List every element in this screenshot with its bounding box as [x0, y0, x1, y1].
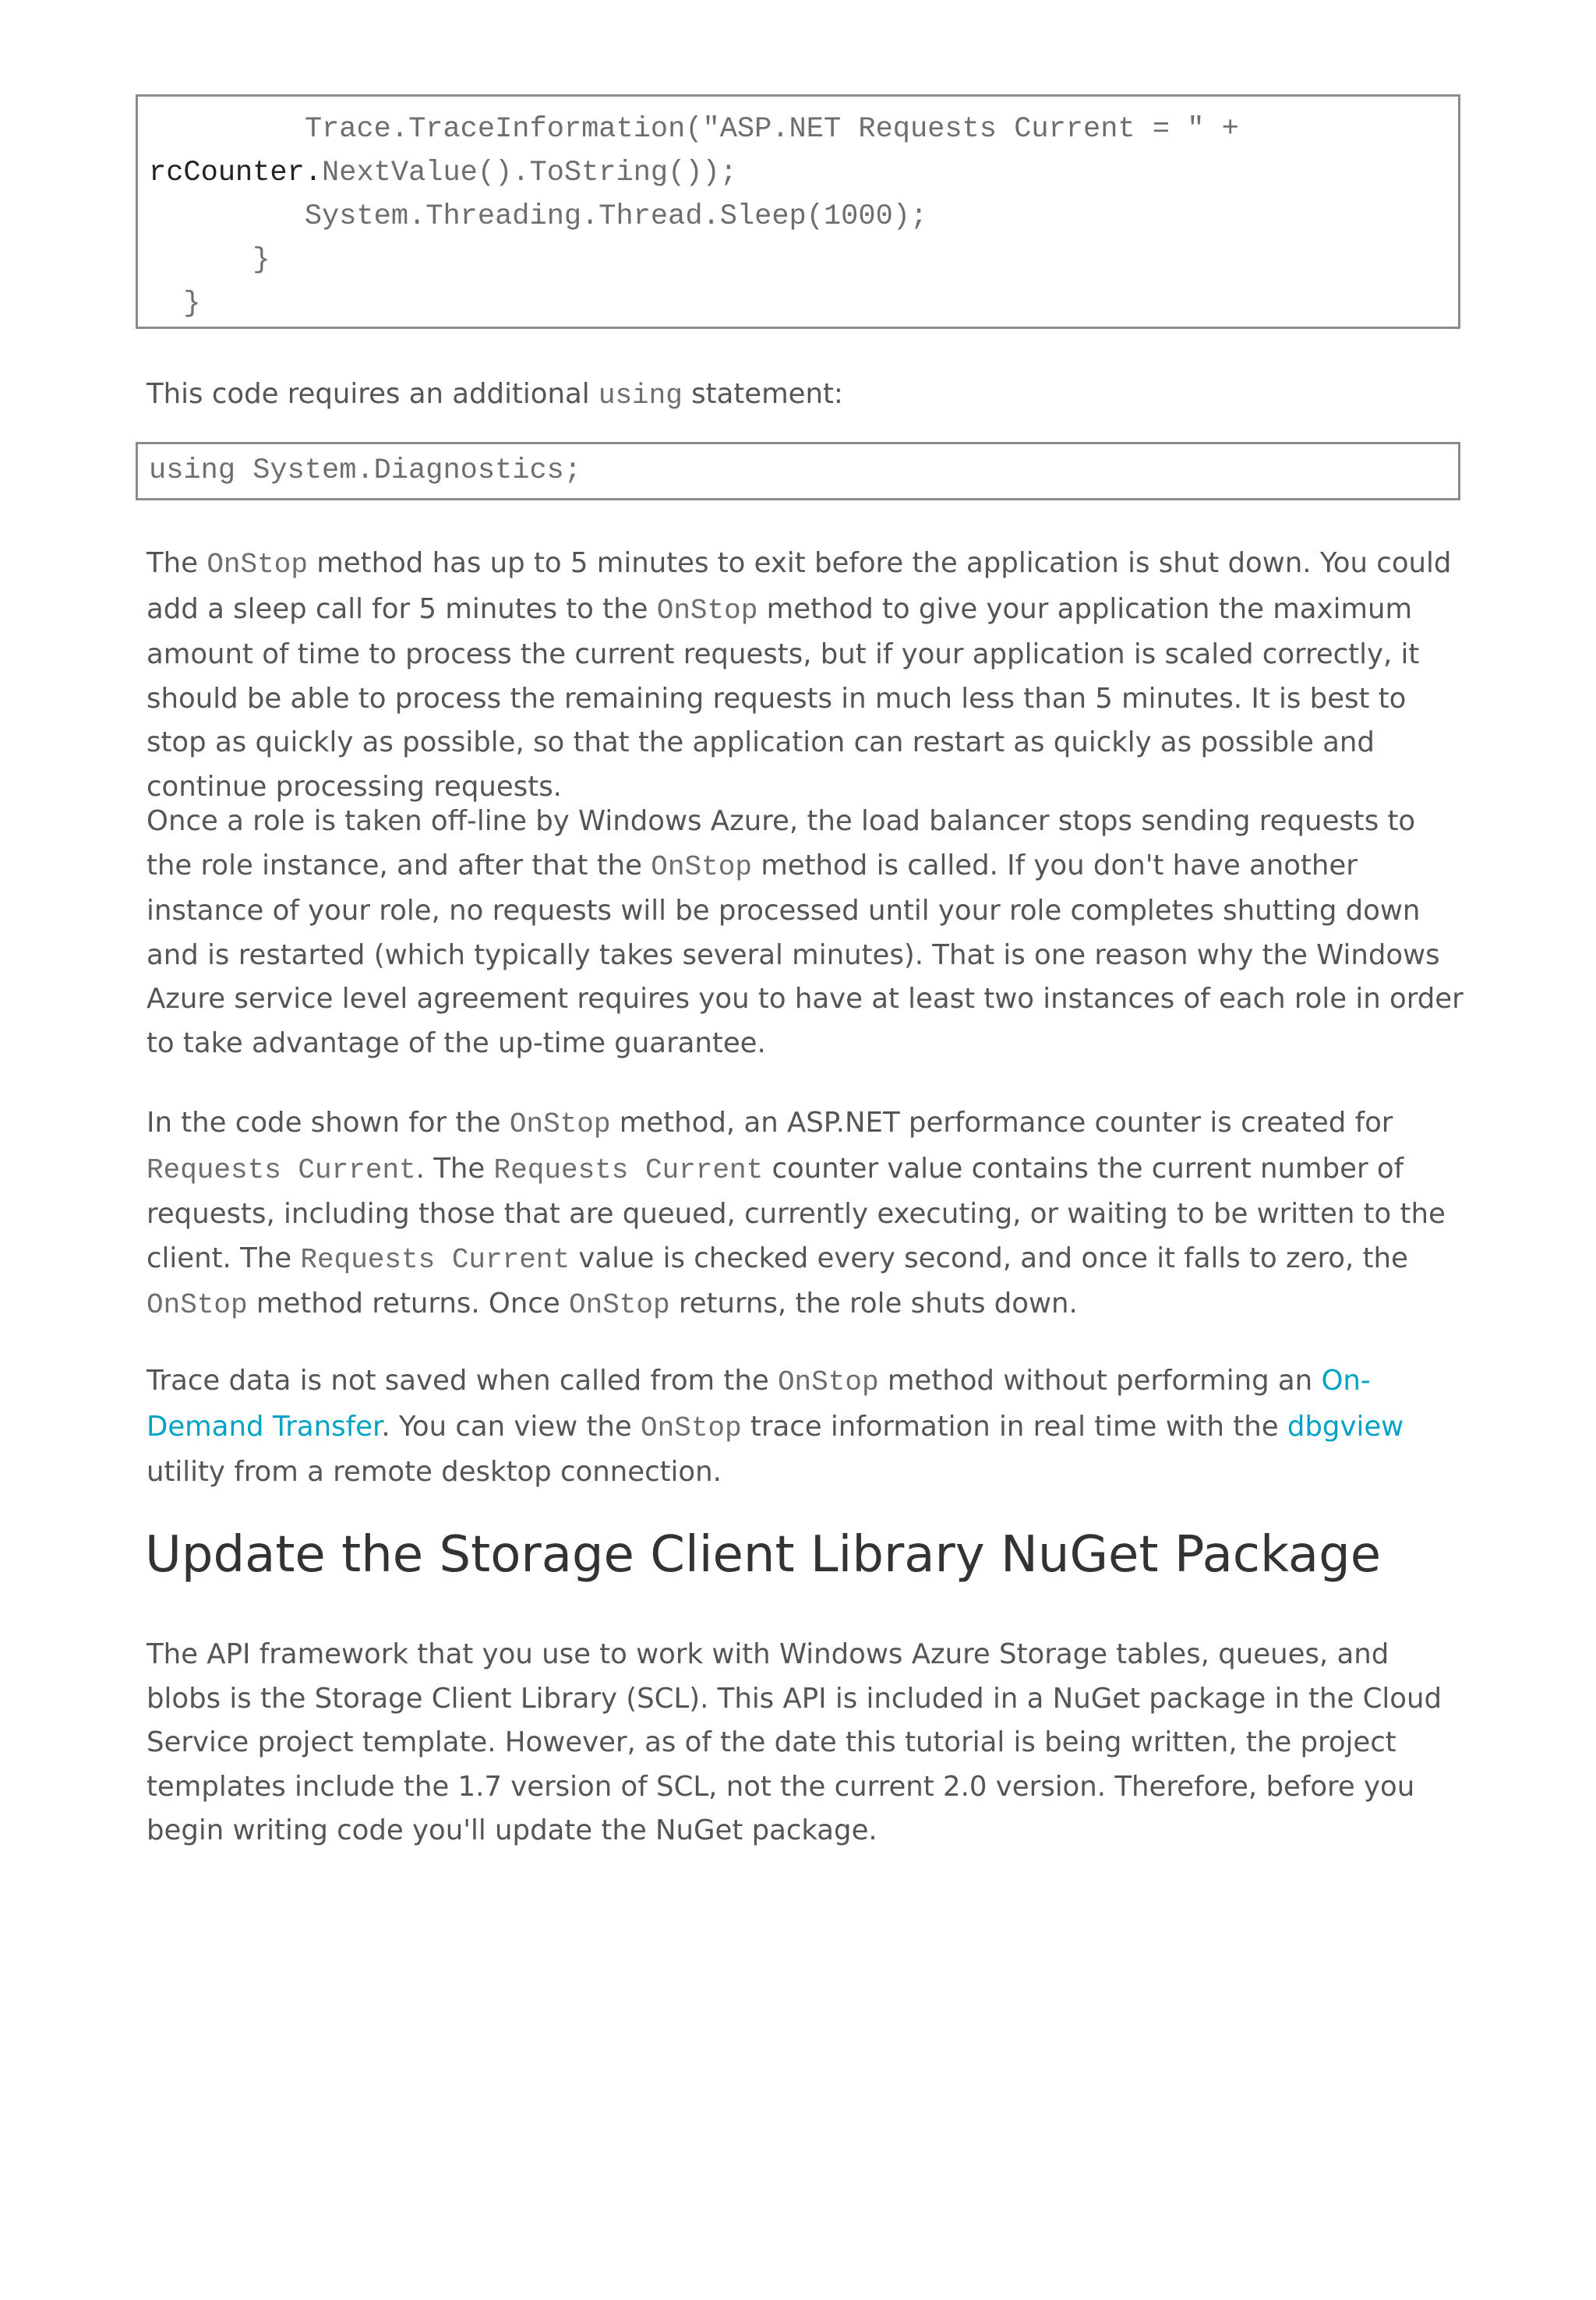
paragraph-performance-counter: In the code shown for the OnStop method, an ASP.NET performance counter is created for Requests Current. The Requests Current counter value contains the current number of requests, including those that are queued, currently executing, or waiting to be written to the client. The Requests Current value is checked every second, and once it falls to zero, the OnStop method returns. Once OnStop returns, the role shuts down. [147, 1107, 1446, 1321]
code-line: System.Threading.Thread.Sleep(1000); [304, 200, 928, 233]
inline-code: OnStop [641, 1411, 742, 1444]
paragraph-using-intro: This code requires an additional using statement: [147, 378, 843, 412]
inline-code: OnStop [147, 1289, 248, 1321]
inline-code: Requests Current [147, 1154, 416, 1186]
paragraph-trace-data: Trace data is not saved when called from the OnStop method without performing an On-Demand Transfer. You can view the OnStop trace information in real time with the dbgview utility from a remote desktop connection. [147, 1365, 1404, 1488]
inline-code: OnStop [651, 850, 752, 883]
inline-code: OnStop [509, 1108, 611, 1140]
code-line: } [183, 288, 201, 320]
dbgview-link[interactable]: dbgview [1287, 1410, 1404, 1443]
inline-code: OnStop [568, 1289, 670, 1321]
paragraph-load-balancer: Once a role is taken off-line by Windows Azure, the load balancer stops sending requests to the role instance, and after that the OnStop method is called. If you don't have another instance of your role, no requests will be processed until your role completes shutting down and is restarted (which typically takes several minutes). That is one reason why the Windows Azure service level agreement requires you to have at least two instances of each role in order to take advantage of the up-time guarantee. [147, 805, 1464, 1059]
on-demand-transfer-link[interactable]: On-Demand Transfer [147, 1365, 1371, 1443]
code-line: Trace.TraceInformation("ASP.NET Requests Current = " + [304, 113, 1239, 146]
code-line: } [252, 244, 270, 277]
inline-code: using [598, 380, 683, 412]
code-line: rcCounter.NextValue().ToString()); [149, 157, 737, 189]
code-block-using-statement [136, 442, 1460, 500]
inline-code: OnStop [656, 594, 758, 627]
inline-code: OnStop [777, 1366, 879, 1398]
paragraph-storage-client-library: The API framework that you use to work with Windows Azure Storage tables, queues, and blobs is the Storage Client Library (SCL). This API is included in a NuGet package in the Cloud Service project template. However, as of the date this tutorial is being written, the project templates include the 1.7 version of SCL, not the current 2.0 version. Therefore, before you begin writing code you'll update the NuGet package. [147, 1638, 1442, 1846]
paragraph-onstop-timeout: The OnStop method has up to 5 minutes to exit before the application is shut down. You could add a sleep call for 5 minutes to the OnStop method to give your application the maximum amount of time to process the current requests, but if your application is scaled correctly, it should be able to process the remaining requests in much less than 5 minutes. It is best to stop as quickly as possible, so that the application can restart as quickly as possible and continue processing requests. [147, 547, 1452, 803]
inline-code: Requests Current [493, 1154, 764, 1186]
code-block-onstop-loop [136, 94, 1460, 329]
code-line: using System.Diagnostics; [149, 454, 582, 487]
section-heading: Update the Storage Client Library NuGet Package [145, 1526, 1382, 1584]
inline-code: Requests Current [300, 1243, 570, 1276]
inline-code: OnStop [207, 549, 308, 581]
